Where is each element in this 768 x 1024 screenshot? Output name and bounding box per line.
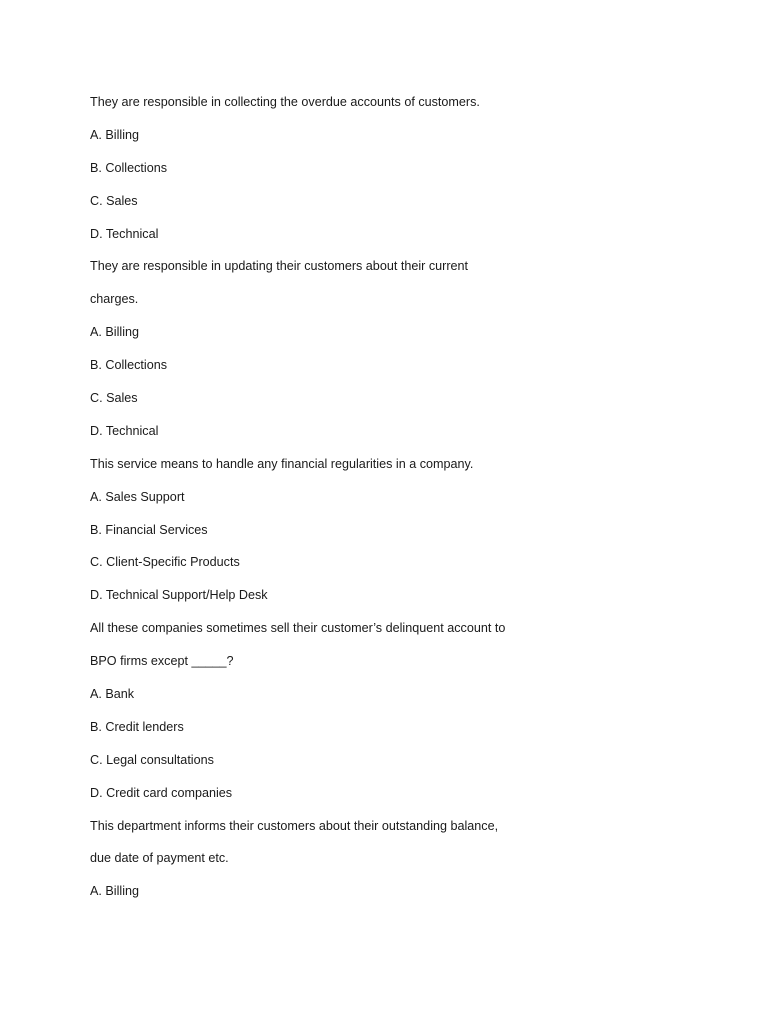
question-3-option-a: A. Sales Support [90, 489, 185, 504]
question-4-text-line-1: All these companies sometimes sell their customer’s delinquent account to [90, 621, 506, 636]
question-4-option-a: A. Bank [90, 687, 135, 702]
question-1-option-b: B. Collections [90, 160, 167, 175]
question-4-text-line-2: BPO firms except _____? [90, 654, 234, 669]
question-2-option-a: A. Billing [90, 325, 139, 340]
question-1-option-d: D. Technical [90, 226, 159, 241]
question-1-option-a: A. Billing [90, 127, 139, 142]
question-4-option-c: C. Legal consultations [90, 752, 214, 767]
question-2-option-c: C. Sales [90, 391, 138, 406]
question-2-option-d: D. Technical [90, 423, 159, 438]
question-1-option-c: C. Sales [90, 193, 138, 208]
question-1-text-line: They are responsible in collecting the overdue accounts of customers. [90, 95, 480, 109]
document-page [90, 92, 690, 914]
question-2-text-line-1: They are responsible in updating their customers about their current [90, 259, 469, 274]
question-4-option-d: D. Credit card companies [90, 785, 233, 800]
question-4-option-b: B. Credit lenders [90, 719, 184, 734]
question-3-option-c: C. Client-Specific Products [90, 555, 240, 570]
question-5-option-a: A. Billing [90, 884, 139, 899]
question-5-text-line-1: This department informs their customers about their outstanding balance, [90, 818, 499, 833]
question-3-text-line: This service means to handle any financial regularities in a company. [90, 456, 474, 471]
question-5-text-line-2: due date of payment etc. [90, 851, 229, 866]
question-2-text-line-2: charges. [90, 292, 139, 307]
question-2-option-b: B. Collections [90, 358, 167, 373]
question-3-option-b: B. Financial Services [90, 522, 208, 537]
question-3-option-d: D. Technical Support/Help Desk [90, 588, 268, 603]
